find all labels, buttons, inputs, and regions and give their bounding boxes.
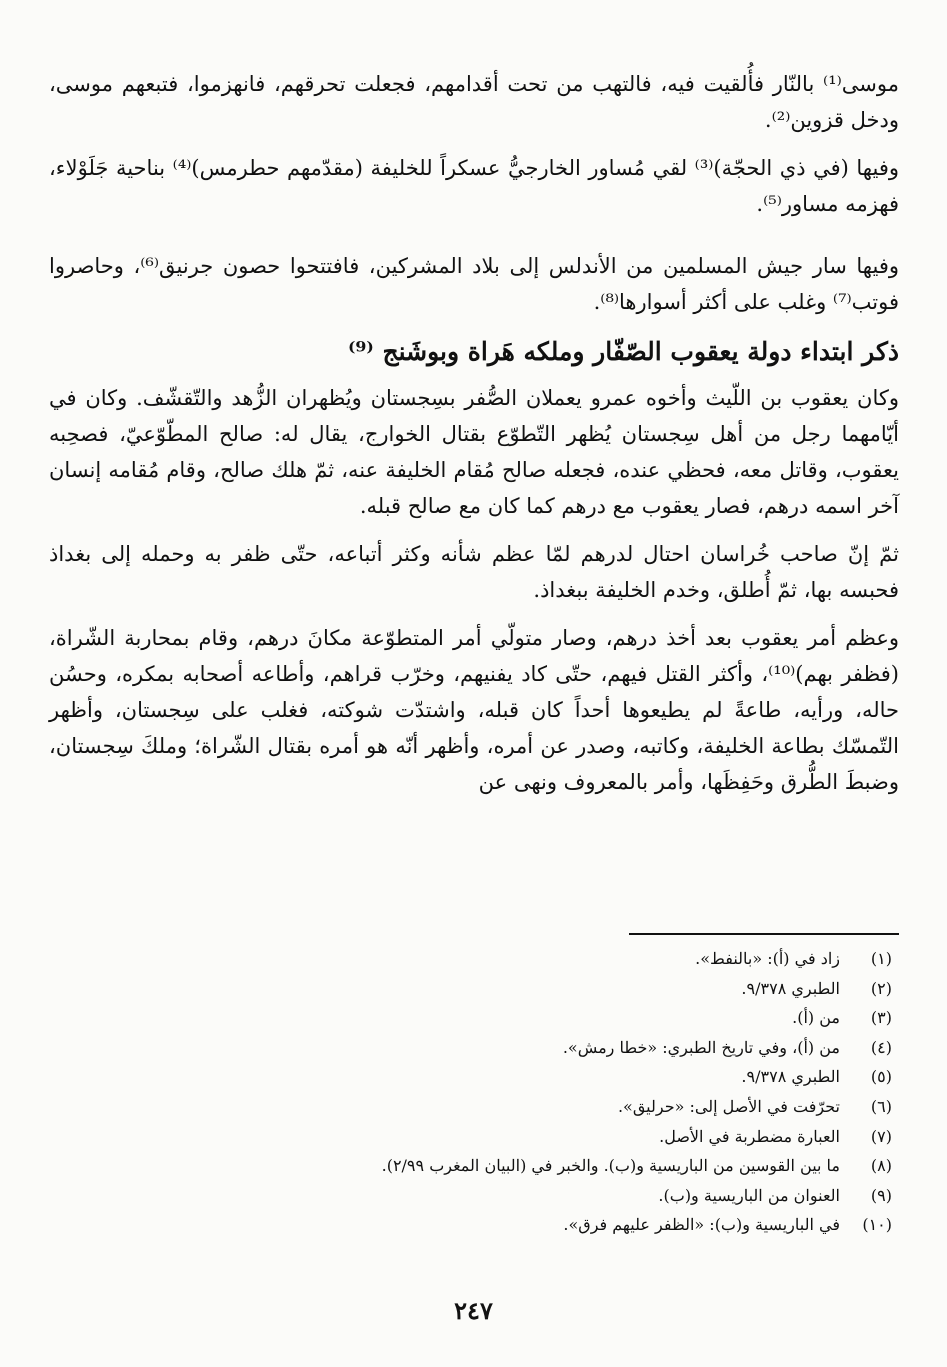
section-paragraph-2: ثمّ إنّ صاحب خُراسان احتال لدرهم لمّا عظم شأنه وكثر أتباعه، حتّى ظفر به وحمله إلى بغداذ فحبسه بها، ثمّ أُطلق، وخدم الخليفة ببغداذ.	[49, 542, 899, 602]
footnote	[52, 1033, 892, 1063]
footnote	[52, 1210, 892, 1240]
footnote-number: (٤)	[870, 1037, 892, 1057]
section-paragraph-1: وكان يعقوب بن اللّيث وأخوه عمرو يعملان الصُّفر بسِجستان ويُظهران الزُّهد والتّقشّف. وكان في أيّامهما رجل من أهل سِجستان يُظهر التّطوّع بقتال الخوارج، يقال له: صالح المطّوّعيّ، فصحِبه يعقوب، وقاتل معه، فحظي عنده، فجعله صالح مُقام الخليفة عنه، ثمّ هلك صالح، وقام مُقامه إنسان آخر اسمه درهم، فصار يعقوب مع درهم كما كان مع صالح قبله.	[49, 386, 899, 518]
footnote-number: (٣)	[870, 1008, 892, 1028]
footnote-number: (٦)	[870, 1096, 892, 1116]
page-number: ٢٤٧	[454, 1296, 493, 1325]
footnote	[52, 1122, 892, 1152]
footnote-text: في الباريسية و(ب): «الظفر عليهم فرق».	[563, 1215, 840, 1235]
footnote	[52, 1151, 892, 1181]
footnote-number: (٥)	[870, 1067, 892, 1087]
footnote-number: (٢)	[870, 978, 892, 998]
footnote	[52, 974, 892, 1004]
footnote-text: العبارة مضطربة في الأصل.	[659, 1126, 840, 1146]
footnote-text: من (أ).	[792, 1008, 840, 1028]
footnote-number: (٩)	[870, 1185, 892, 1205]
footnote-text: الطبري ٩/٣٧٨.	[741, 1067, 840, 1087]
footnote-text: من (أ)، وفي تاريخ الطبري: «خطا رمش».	[562, 1037, 840, 1057]
section-paragraph-3: وعظم أمر يعقوب بعد أخذ درهم، وصار متولّي أمر المتطوّعة مكانَ درهم، وقام بمحاربة الشّراة، (فظفر بهم)⁽¹⁰⁾، وأكثر القتل فيهم، حتّى كاد يفنيهم، وخرّب قراهم، وأطاعه أصحابه بمكره، وحسُن حاله، ورأيه، طاعةً لم يطيعوها أحداً كان قبله، واشتدّت شوكته، فغلب على سِجستان، وأظهر التّمسّك بطاعة الخليفة، وكاتبه، وصدر عن أمره، وأظهر أنّه هو أمره بقتال الشّراة؛ وملكَ سِجستان، وضبطَ الطُّرق وحَفِظَها، وأمر بالمعروف ونهى عن	[49, 626, 899, 794]
footnote-number: (٧)	[870, 1126, 892, 1146]
footnote-text: تحرّفت في الأصل إلى: «حرليق».	[617, 1096, 840, 1116]
paragraph-1: موسى⁽¹⁾ بالنّار فأُلقيت فيه، فالتهب من تحت أقدامهم، فجعلت تحرقهم، فانهزموا، فتبعهم موسى، ودخل قزوين⁽²⁾.	[49, 72, 899, 132]
footnote	[52, 944, 892, 974]
footnote-text: ما بين القوسين من الباريسية و(ب). والخبر في (البيان المغرب ٢/٩٩).	[381, 1156, 840, 1176]
main-text	[49, 66, 899, 812]
footnote-number: (١٠)	[862, 1215, 892, 1235]
footnote-number: (٨)	[870, 1156, 892, 1176]
section-heading: ذكر ابتداء دولة يعقوب الصّفّار وملكه هَراة وبوشَنج ⁽⁹⁾	[347, 337, 899, 366]
footnote-divider	[629, 933, 899, 935]
footnote-number: (١)	[870, 949, 892, 968]
footnote-text: زاد في (أ): «بالنفط».	[695, 949, 840, 968]
paragraph-2: وفيها (في ذي الحجّة)⁽³⁾ لقي مُساور الخارجيُّ عسكراً للخليفة (مقدّمهم حطرمس)⁽⁴⁾ بناحية جَلَوْلاء، فهزمه مساور⁽⁵⁾.	[49, 156, 900, 216]
footnote-text: الطبري ٩/٣٧٨.	[741, 978, 840, 998]
footnote	[52, 1181, 892, 1211]
footnote	[52, 1092, 892, 1122]
paragraph-3: وفيها سار جيش المسلمين من الأندلس إلى بلاد المشركين، فافتتحوا حصون جرنيق⁽⁶⁾، وحاصروا فوتب⁽⁷⁾ وغلب على أكثر أسوارها⁽⁸⁾.	[49, 254, 899, 314]
footnote	[52, 1003, 892, 1033]
footnotes-list	[52, 944, 892, 1240]
footnote	[52, 1062, 892, 1092]
footnote-text: العنوان من الباريسية و(ب).	[658, 1185, 840, 1205]
